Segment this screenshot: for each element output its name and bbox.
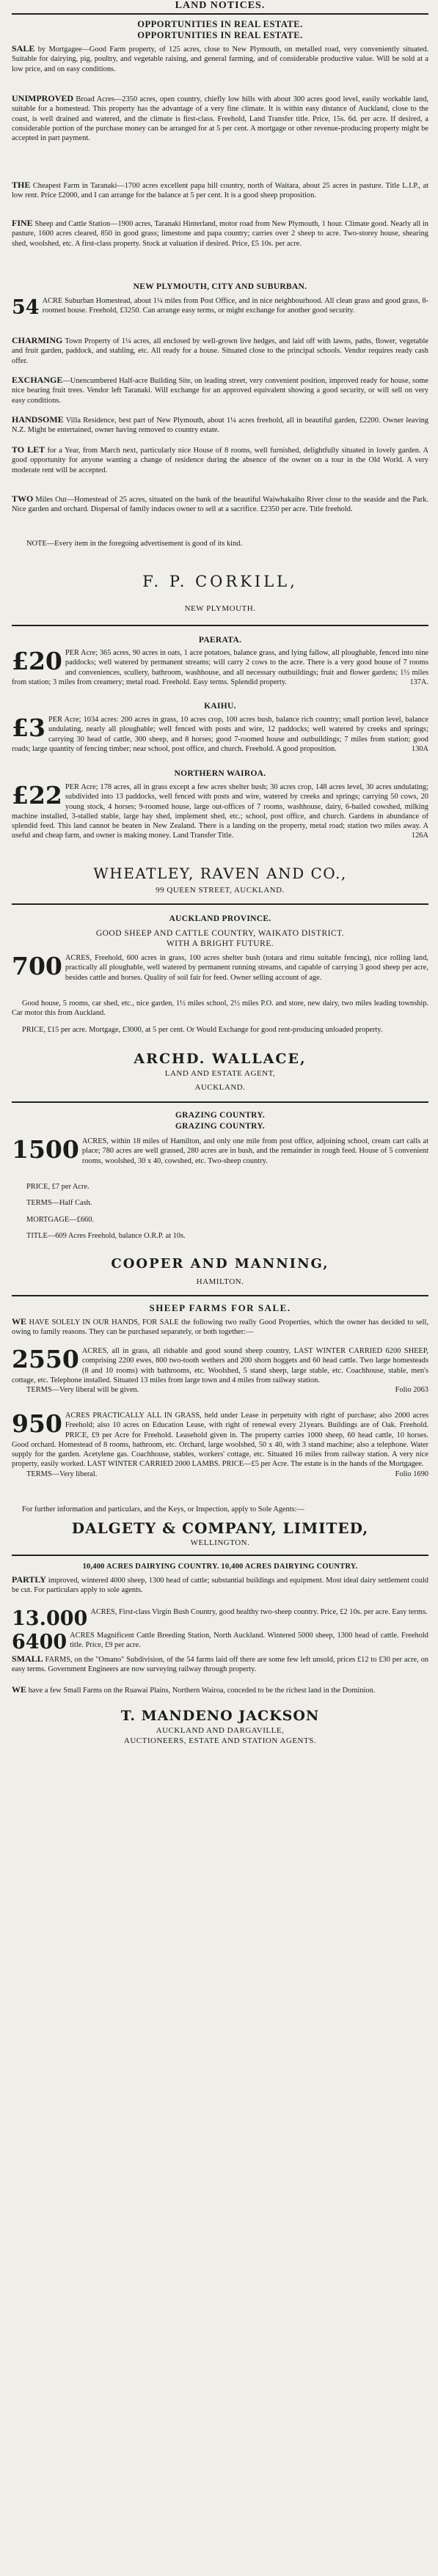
divider xyxy=(12,1101,428,1103)
divider xyxy=(12,1555,428,1556)
wheatley-agent xyxy=(12,864,428,895)
agent-place: HAMILTON. xyxy=(196,1277,244,1286)
corkill-ad-1: SALE by Mortgagee—Good Farm property, of 125 acres, close to New Plymouth, on metalled road, very conveniently situated. Suitable for dairying, pig, poultry, and vegetable raising, and general farming, and of considerable productive value. Will be sold at a low price, and on easy conditions. xyxy=(12,44,428,73)
agent-name: COOPER AND MANNING, xyxy=(111,1256,329,1272)
cooper-agent xyxy=(12,1255,428,1287)
corkill-note: NOTE—Every item in the foregoing advertisement is good of its kind. xyxy=(26,540,243,548)
auckland-province-heading: AUCKLAND PROVINCE. xyxy=(169,914,271,923)
city-ad-2: CHARMING Town Property of 1¼ acres, all enclosed by well-grown live hedges, and laid off with lawns, paths, flower, vegetable and fruit garden, paddock, and stabling, etc. All ready for a house. Situated close to the principal schools. Vendor requires ready cash offer. xyxy=(12,336,428,365)
opportunities-heading xyxy=(12,19,428,41)
city-ad-5: TO LET for a Year, from March next, particularly nice House of 8 rooms, well furnished, delightfully situated in lovely garden. A good opportunity for anyone wanting a change of residence during the absence of the owner on a tour in the Old World. A very moderate rent will be accepted. xyxy=(12,445,428,474)
city-ad-3: EXCHANGE—Unencumbered Half-acre Building Site, on leading street, very convenient position, improved ready for house, some nice bearing fruit trees. Vendor left Taranaki. Will exchange for an approved equivalent showing a good security, or will sell on very easy conditions. xyxy=(12,375,428,405)
jackson-ad-5: WE have a few Small Farms on the Ruawai Plains, Northern Wairoa, conceded to be the richest land in the Dominion. xyxy=(12,1685,376,1695)
section-header xyxy=(12,0,428,12)
jackson-ad-4: SMALL FARMS, on the "Omano" Subdivision, of the 54 farms laid off there are some few left unsold, prices £12 to £30 per acre, on easy terms. Government Engineers are now surveying railway through property. xyxy=(12,1654,428,1674)
opportunities-line-2: OPPORTUNITIES IN REAL ESTATE. xyxy=(137,30,303,40)
wallace-ad-2: Good house, 5 rooms, car shed, etc., nice garden, 1½ miles school, 2½ miles P.O. and store, new dairy, two miles leading township. Car motor this from Auckland. xyxy=(12,999,428,1018)
city-suburban-heading: NEW PLYMOUTH, CITY AND SUBURBAN. xyxy=(133,282,307,291)
terms-line: TERMS—Half Cash. xyxy=(26,1199,92,1208)
jackson-agent xyxy=(12,1707,428,1746)
divider xyxy=(12,1295,428,1296)
agent-name: T. MANDENO JACKSON xyxy=(120,1708,320,1724)
dalgety-ad-2: 950 ACRES PRACTICALLY ALL IN GRASS, held under Lease in perpetuity with right of purchase; also 2000 acres Freehold; also 10 acres on Education Lease, with right of renewal every 21years. Buildings are of Oak. Freehold. PRICE, £9 per Acre for Freehold. Leasehold given in. The property carries 1000 sheep, 60 head cattle, 10 horses. Good orchard. Homestead of 8 rooms, bathroom, etc. Orchard, large woolshed, 50 x 40, with 3 stand machine; also a telephone. Water supply for the garden. Acetylene gas. Coachhouse, stables, workers' cottage, etc. Situated 16 miles from railway station. A very nice property, easily worked. LAST WINTER CARRIED 2000 LAMBS. PRICE—£5 per Acre. The estate is in the hands of the Mortgagee. TERMS—Very liberal. Folio 1690 xyxy=(12,1411,428,1478)
agent-name: F. P. CORKILL, xyxy=(142,573,298,590)
price-line: PRICE, £7 per Acre. xyxy=(26,1183,90,1191)
kaihu-ad: £3 PER Acre; 1034 acres: 200 acres in grass, 10 acres crop, 100 acres bush, balance rich country; small portion level, balance undulating, nearly all ploughable; well fenced with posts and wire, 12 paddocks; well watered by creeks and springs; carrying 30 head of cattle, 300 sheep, and 8 horses; good 7-roomed house and outbuildings; 7 miles from station; good roads; large quantity of fencing timber; near school, post office, and church. Freehold. A good proposition. 130A xyxy=(12,715,428,753)
agent-name: DALGETY & COMPANY, LIMITED, xyxy=(71,1519,369,1537)
dalgety-apply: For further information and particulars, and the Keys, or Inspection, apply to Sole Agents:— xyxy=(22,1505,304,1513)
divider xyxy=(12,625,428,626)
dalgety-ad-1: 2550 ACRES, all in grass, all ridsable and good sound sheep country, LAST WINTER CARRIED 6200 SHEEP, comprising 2200 ewes, 800 two-tooth wethers and 200 shorn hoggets and 60 head cattle. Two large homesteads (8 and 10 rooms) with bathrooms, etc. Woolshed, 5 stand sheep, large stable, etc. Coachhouse, stable, men's cottage, etc. Telephone installed. Situated 13 miles from large town and 4 miles from railway station. TERMS—Very liberal will be given. Folio 2063 xyxy=(12,1346,428,1395)
sheep-farms-heading: SHEEP FARMS FOR SALE. xyxy=(149,1302,291,1313)
agent-line-3: AUCTIONEERS, ESTATE AND STATION AGENTS. xyxy=(123,1736,317,1745)
corkill-agent xyxy=(12,572,428,614)
divider xyxy=(12,903,428,905)
agent-line-2: LAND AND ESTATE AGENT, xyxy=(164,1069,276,1078)
jackson-ad-2: 13.000 ACRES, First-class Virgin Bush Country, good healthy two-sheep country. Price, £2 10s. per acre. Easy terms. xyxy=(12,1607,428,1629)
jackson-ad-1: PARTLY improved, wintered 4000 sheep, 1300 head of cattle; substantial buildings and equipment. Most ideal dairy settlement could be cut. For particulars apply to sole agents. xyxy=(12,1575,428,1595)
corkill-ad-4: FINE Sheep and Cattle Station—1900 acres, Taranaki Hinterland, motor road from New Plymouth, 1 hour. Climate good. Nearly all in pasture, 1600 acres cleared, 850 in good grass; limestone and papa country; carries over 2 sheep to acre. Two-storey house, shearing shed, woolshed, etc. A first-class property. Stock at valuation if desired. Price, £5 10s. per acre. xyxy=(12,219,428,248)
wallace-ad-3: PRICE, £15 per acre. Mortgage, £3000, at 5 per cent. Or Would Exchange for good rent-producing unloaded property. xyxy=(22,1026,383,1034)
grazing-heading: GRAZING COUNTRY. GRAZING COUNTRY. xyxy=(175,1111,266,1131)
paerata-ad: £20 PER Acre; 365 acres, 90 acres in oats, 1 acre potatoes, balance grass, and lying fallow, all ploughable, fenced into nine paddocks; well watered by permanent streams; will carry 2 cows to the acre. There is a very good house of 7 rooms and conveniences, scullery, bathroom, washhouse, and all necessary outbuildings; fruit and flower gardens; 1½ miles from station; 3 miles from creamery; metal road. Freehold. Easy terms. Splendid property. 137A. xyxy=(12,648,428,686)
wallace-ad-1: 700 ACRES, Freehold, 600 acres in grass, 100 acres shelter bush (totara and rimu suitable fencing), nice rolling land, practically all ploughable, well watered by permanent running streams, and capable of carrying 3 good sheep per acre, besides cattle and horses. Quality of soil fair for feed. Owner selling account of age. xyxy=(12,953,428,982)
cooper-ad: 1500 ACRES, within 18 miles of Hamilton, and only one mile from post office, adjoining school, cream cart calls at place; 780 acres are well grassed, 280 acres are in bush, and the remainder in rough feed. House of 5 convenient rooms, woolshed, 30 x 40, cowshed, etc. Two-sheep country. xyxy=(12,1137,428,1165)
title-line: TITLE—609 Acres Freehold, balance O.R.P. at 10s. xyxy=(26,1231,186,1240)
kaihu-heading: KAIHU. xyxy=(204,702,236,711)
opportunities-line-1: OPPORTUNITIES IN REAL ESTATE. xyxy=(137,19,303,29)
section-title: LAND NOTICES. xyxy=(175,0,266,11)
dalgety-agent xyxy=(12,1519,428,1548)
paerata-heading: PAERATA. xyxy=(198,636,242,645)
agent-line-2: AUCKLAND AND DARGAVILLE, xyxy=(156,1726,285,1735)
agent-name: ARCHD. WALLACE, xyxy=(134,1051,307,1067)
waikato-heading: GOOD SHEEP AND CATTLE COUNTRY, WAIKATO DISTRICT. WITH A BRIGHT FUTURE. xyxy=(95,929,345,948)
jackson-ad-3: 6400 ACRES Magnificent Cattle Breeding Station, North Auckland. Wintered 5000 sheep, 1300 head of cattle. Freehold title. Price, £9 per acre. xyxy=(12,1631,428,1653)
corkill-ad-2: UNIMPROVED Broad Acres—2350 acres, open country, chiefly low hills with about 300 acres good level, easily workable land, suitable for a homestead. This property has the advantage of a very fine climate. It is within easy distance of Auckland, close to the coast, is well drained and watered, and the climate is first-class. Freehold, Land Transfer title. Price, 15s. 6d. per acre. If desired, a considerable portion of the purchase money can be arranged for at 5 per cent. A mortgage or other revenue-producing property might be accepted in part payment. xyxy=(12,94,428,143)
agent-place: WELLINGTON. xyxy=(190,1538,250,1547)
agent-line-3: AUCKLAND. xyxy=(194,1083,246,1092)
northern-wairoa-heading: NORTHERN WAIROA. xyxy=(174,769,266,778)
agent-address: 99 QUEEN STREET, AUCKLAND. xyxy=(156,886,285,895)
city-ad-1: 54 ACRE Suburban Homestead, about 1¼ miles from Post Office, and in nice neighbourhood. All clean grass and good grass, 8-roomed house. Freehold, £3250. Can arrange easy terms, or might exchange for another good security. xyxy=(12,296,428,318)
dairying-heading: 10,400 ACRES DAIRYING COUNTRY. 10,400 ACRES DAIRYING COUNTRY. xyxy=(82,1563,358,1571)
northern-wairoa-ad: £22 PER Acre; 178 acres, all in grass except a few acres shelter bush; 30 acres crop, 148 acres level, 30 acres undulating; subdivided into 13 paddocks, well fenced with posts and wire, watered by creeks and springs; carrying 50 cows, 20 young stock, 4 horses; 9-roomed house, large out-offices of 7 rooms, washhouse, dairy, 6-bailed cowshed, milking machine installed, 3-stalled stable, large hay shed, implement shed, etc.; school, post office, and church. Gardens in abundance of splendid feed. This land cannot be beaten in New Zealand. There is a landing on the property, metal road; station two miles away. A useful and cheap farm, and owner is making money. Land Transfer Title. 126A xyxy=(12,782,428,840)
divider xyxy=(12,13,428,15)
wallace-agent xyxy=(12,1050,428,1093)
cooper-terms xyxy=(12,1182,428,1241)
dalgety-intro: WE HAVE SOLELY IN OUR HANDS, FOR SALE the following two really Good Properties, which the owner has decided to sell, owing to family reasons. They can be purchased separately, or both together:— xyxy=(12,1317,428,1337)
mortgage-line: MORTGAGE—£660. xyxy=(26,1215,95,1224)
corkill-ad-3: THE Cheapest Farm in Taranaki—1700 acres excellent papa hill country, north of Waitara, about 25 acres in pasture. Title L.I.P., at low rent. Price £2000, and I can arrange for the balance at 5 per cent. It is a good sheep proposition. xyxy=(12,180,428,200)
city-ad-6: TWO Miles Out—Homestead of 25 acres, situated on the bank of the beautiful Waiwhakaiho River close to the seaside and the Park. Nice garden and orchard. Dispersal of family induces owner to sell at a sacrifice. £2350 per acre. Title freehold. xyxy=(12,494,428,514)
city-ad-4: HANDSOME Villa Residence, best part of New Plymouth, about 1¼ acres freehold, all in beautiful garden, £2200. Owner leaving N.Z. Might be entertained, owner having removed to country estate. xyxy=(12,415,428,435)
agent-place: NEW PLYMOUTH. xyxy=(184,604,256,613)
agent-name: WHEATLEY, RAVEN AND CO., xyxy=(93,865,347,882)
